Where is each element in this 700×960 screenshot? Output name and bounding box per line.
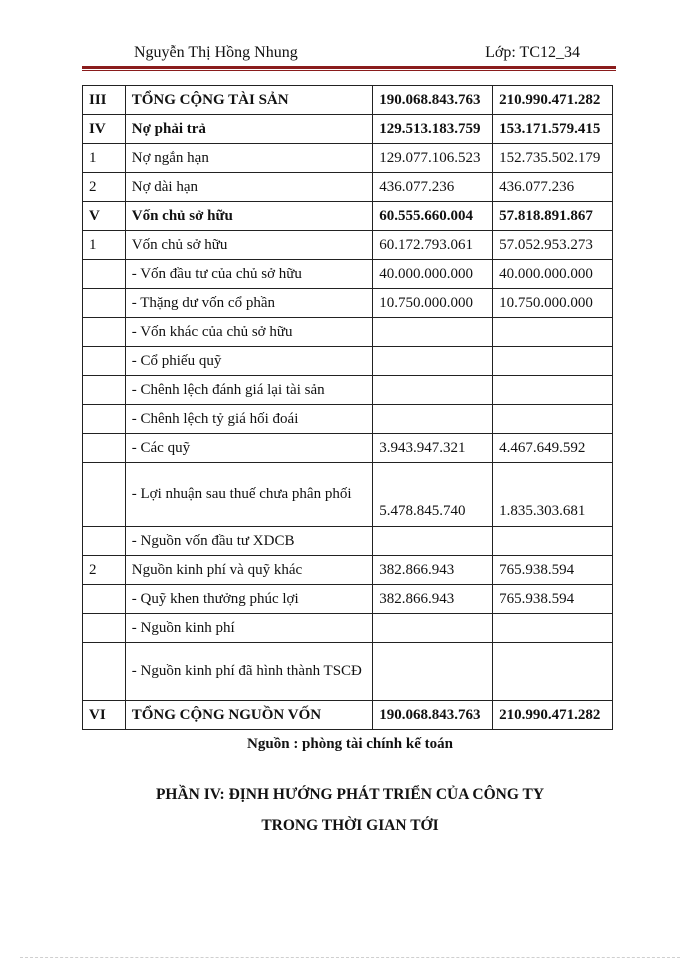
row-item: - Nguồn kinh phí đã hình thành TSCĐ <box>125 643 372 701</box>
row-value-1: 436.077.236 <box>373 173 493 202</box>
class-label: Lớp: TC12_34 <box>485 44 580 61</box>
row-item: - Lợi nhuận sau thuế chưa phân phối <box>125 463 372 527</box>
page-bottom-divider <box>20 957 680 958</box>
row-value-2: 153.171.579.415 <box>493 115 613 144</box>
row-item: Vốn chủ sở hữu <box>125 231 372 260</box>
table-row <box>83 405 613 434</box>
row-value-2: 210.990.471.282 <box>493 701 613 730</box>
row-number: 2 <box>83 173 126 202</box>
row-value-1: 60.172.793.061 <box>373 231 493 260</box>
row-value-1 <box>373 643 493 701</box>
row-value-2: 1.835.303.681 <box>493 463 613 527</box>
row-value-2: 10.750.000.000 <box>493 289 613 318</box>
row-item: Vốn chủ sở hữu <box>125 202 372 231</box>
row-item: - Vốn khác của chủ sở hữu <box>125 318 372 347</box>
row-item: - Nguồn kinh phí <box>125 614 372 643</box>
row-number <box>83 376 126 405</box>
row-value-2: 57.052.953.273 <box>493 231 613 260</box>
row-number <box>83 463 126 527</box>
row-value-2: 436.077.236 <box>493 173 613 202</box>
row-value-2: 57.818.891.867 <box>493 202 613 231</box>
row-number: 1 <box>83 231 126 260</box>
row-number <box>83 405 126 434</box>
page-header <box>82 42 616 68</box>
row-value-1 <box>373 347 493 376</box>
row-number: IV <box>83 115 126 144</box>
row-number <box>83 260 126 289</box>
row-value-2: 765.938.594 <box>493 585 613 614</box>
row-value-2: 765.938.594 <box>493 556 613 585</box>
row-value-1: 382.866.943 <box>373 556 493 585</box>
row-value-1: 60.555.660.004 <box>373 202 493 231</box>
table-row <box>83 202 613 231</box>
row-number <box>83 434 126 463</box>
row-value-2: 40.000.000.000 <box>493 260 613 289</box>
table-row <box>83 614 613 643</box>
table-row <box>83 527 613 556</box>
row-number <box>83 347 126 376</box>
table-row <box>83 318 613 347</box>
row-value-1 <box>373 405 493 434</box>
row-number <box>83 643 126 701</box>
author-name: Nguyễn Thị Hồng Nhung <box>134 44 298 61</box>
table-row <box>83 585 613 614</box>
row-value-2: 152.735.502.179 <box>493 144 613 173</box>
row-value-2 <box>493 527 613 556</box>
table-row <box>83 260 613 289</box>
row-value-1: 129.513.183.759 <box>373 115 493 144</box>
table-row <box>83 701 613 730</box>
row-item: TỔNG CỘNG NGUỒN VỐN <box>125 701 372 730</box>
row-value-1: 40.000.000.000 <box>373 260 493 289</box>
header-rule-thin <box>82 70 616 71</box>
row-number <box>83 289 126 318</box>
row-value-2 <box>493 643 613 701</box>
table-row <box>83 289 613 318</box>
row-item: - Các quỹ <box>125 434 372 463</box>
row-value-1 <box>373 376 493 405</box>
row-number: V <box>83 202 126 231</box>
table-row <box>83 556 613 585</box>
table-row <box>83 173 613 202</box>
table-row <box>83 86 613 115</box>
row-item: Nợ dài hạn <box>125 173 372 202</box>
row-item: - Quỹ khen thưởng phúc lợi <box>125 585 372 614</box>
table-row <box>83 231 613 260</box>
row-value-2 <box>493 614 613 643</box>
row-number <box>83 527 126 556</box>
row-item: - Thặng dư vốn cổ phần <box>125 289 372 318</box>
source-note: Nguồn : phòng tài chính kế toán <box>247 736 453 752</box>
row-value-1: 382.866.943 <box>373 585 493 614</box>
row-value-2 <box>493 405 613 434</box>
table-row <box>83 434 613 463</box>
header-rule-thick <box>82 66 616 69</box>
row-item: Nợ phải trả <box>125 115 372 144</box>
row-number <box>83 318 126 347</box>
row-value-1 <box>373 527 493 556</box>
row-value-1 <box>373 614 493 643</box>
row-value-2: 4.467.649.592 <box>493 434 613 463</box>
row-value-2 <box>493 318 613 347</box>
row-item: - Vốn đầu tư của chủ sở hữu <box>125 260 372 289</box>
row-value-2 <box>493 347 613 376</box>
row-number <box>83 585 126 614</box>
row-item: TỔNG CỘNG TÀI SẢN <box>125 86 372 115</box>
row-value-1: 5.478.845.740 <box>373 463 493 527</box>
row-value-2 <box>493 376 613 405</box>
row-number: 1 <box>83 144 126 173</box>
section-title-line-1: PHẦN IV: ĐỊNH HƯỚNG PHÁT TRIỂN CỦA CÔNG TY <box>155 786 545 803</box>
row-value-1 <box>373 318 493 347</box>
row-number: III <box>83 86 126 115</box>
table-row <box>83 347 613 376</box>
table-row <box>83 144 613 173</box>
row-value-1: 10.750.000.000 <box>373 289 493 318</box>
row-item: Nợ ngắn hạn <box>125 144 372 173</box>
section-title-line-2: TRONG THỜI GIAN TỚI <box>261 817 439 834</box>
table-row <box>83 115 613 144</box>
row-number <box>83 614 126 643</box>
row-item: - Cổ phiếu quỹ <box>125 347 372 376</box>
row-value-2: 210.990.471.282 <box>493 86 613 115</box>
table-row <box>83 643 613 701</box>
row-item: - Chênh lệch tỷ giá hối đoái <box>125 405 372 434</box>
row-value-1: 3.943.947.321 <box>373 434 493 463</box>
table-row <box>83 376 613 405</box>
row-value-1: 190.068.843.763 <box>373 86 493 115</box>
table-row <box>83 463 613 527</box>
row-value-1: 129.077.106.523 <box>373 144 493 173</box>
row-number: VI <box>83 701 126 730</box>
row-item: - Chênh lệch đánh giá lại tài sản <box>125 376 372 405</box>
row-item: - Nguồn vốn đầu tư XDCB <box>125 527 372 556</box>
row-value-1: 190.068.843.763 <box>373 701 493 730</box>
row-number: 2 <box>83 556 126 585</box>
balance-sheet-table <box>82 85 613 730</box>
row-item: Nguồn kinh phí và quỹ khác <box>125 556 372 585</box>
